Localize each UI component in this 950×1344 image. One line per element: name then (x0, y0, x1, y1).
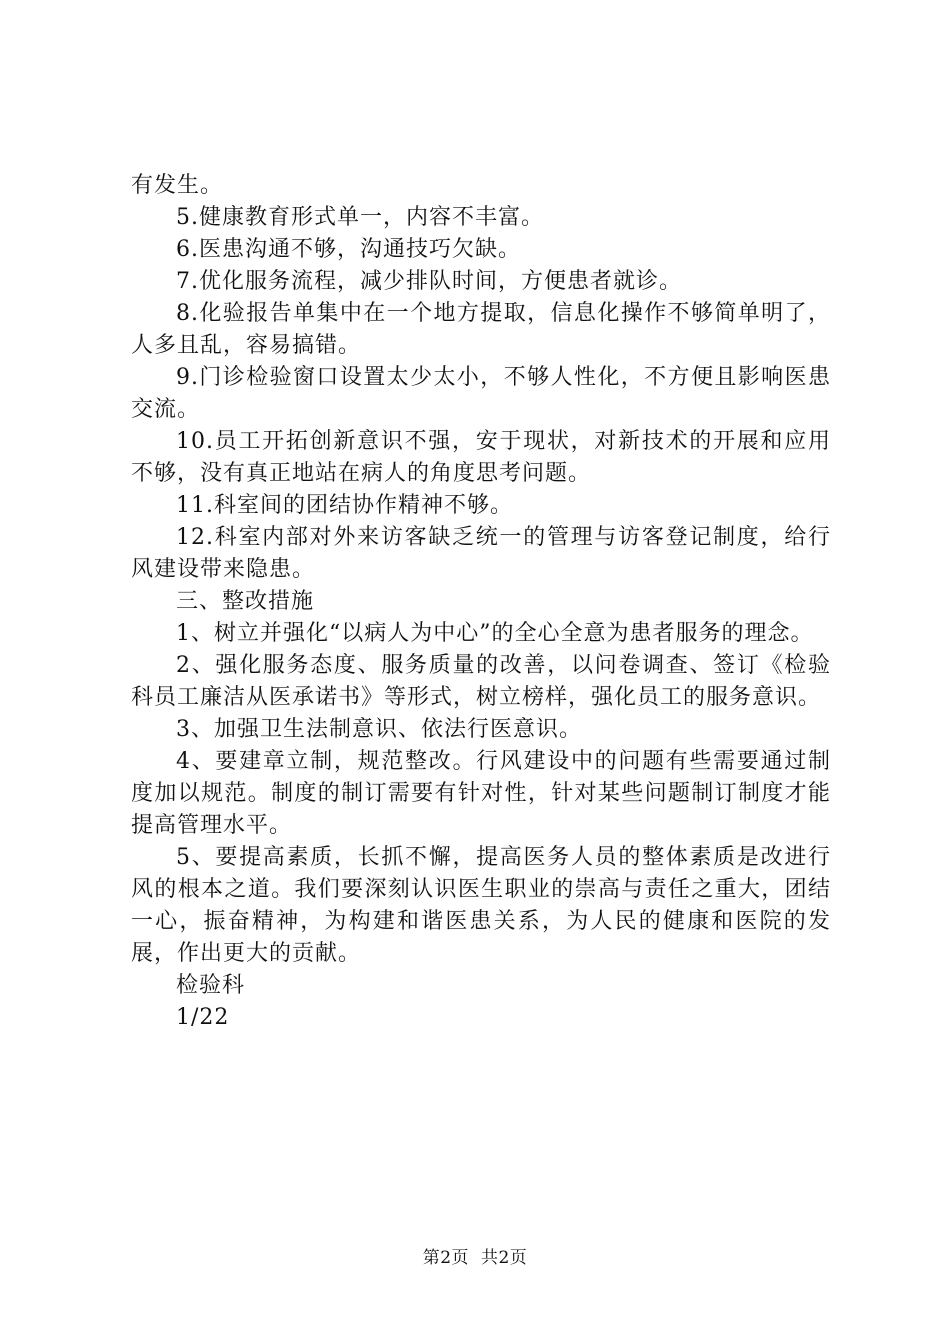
page-marker: 1/22 (176, 1005, 230, 1030)
list-item-6: 6.医患沟通不够，沟通技巧欠缺。 (176, 237, 521, 262)
signature-department: 检验科 (176, 973, 246, 998)
measure-item-4: 4、要建章立制，规范整改。行风建设中的问题有些需要通过制度加以规范。制度的制订需要有针对性，针对某些问题制订制度才能提高管理水平。 (131, 749, 831, 838)
list-item-8: 8.化验报告单集中在一个地方提取，信息化操作不够简单明了，人多且乱，容易搞错。 (131, 301, 831, 358)
list-item-5: 5.健康教育形式单一，内容不丰富。 (176, 205, 544, 230)
footer-page-current: 第2页 (422, 1248, 470, 1268)
list-item-9: 9.门诊检验窗口设置太少太小，不够人性化，不方便且影响医患交流。 (131, 365, 831, 422)
list-item-11: 11.科室间的团结协作精神不够。 (176, 493, 513, 518)
measure-item-5: 5、要提高素质，长抓不懈，提高医务人员的整体素质是改进行风的根本之道。我们要深刻认识医生职业的崇高与责任之重大，团结一心，振奋精神，为构建和谐医患关系，为人民的健康和医院的发展，作出更大的贡献。 (131, 845, 831, 966)
list-item-7: 7.优化服务流程，减少排队时间，方便患者就诊。 (176, 269, 682, 294)
page-footer (0, 1243, 950, 1268)
document-body (131, 170, 831, 1034)
measure-item-2: 2、强化服务态度、服务质量的改善，以问卷调查、签订《检验科员工廉洁从医承诺书》等形式，树立榜样，强化员工的服务意识。 (131, 653, 831, 710)
paragraph-continuation: 有发生。 (131, 173, 224, 198)
measure-item-3: 3、加强卫生法制意识、依法行医意识。 (176, 717, 582, 742)
list-item-10: 10.员工开拓创新意识不强，安于现状，对新技术的开展和应用不够，没有真正地站在病人的角度思考问题。 (131, 429, 831, 486)
section-heading: 三、整改措施 (176, 589, 315, 614)
footer-page-total: 共2页 (480, 1248, 528, 1268)
measure-item-1: 1、树立并强化“以病人为中心”的全心全意为患者服务的理念。 (176, 621, 814, 646)
list-item-12: 12.科室内部对外来访客缺乏统一的管理与访客登记制度，给行风建设带来隐患。 (131, 525, 831, 582)
